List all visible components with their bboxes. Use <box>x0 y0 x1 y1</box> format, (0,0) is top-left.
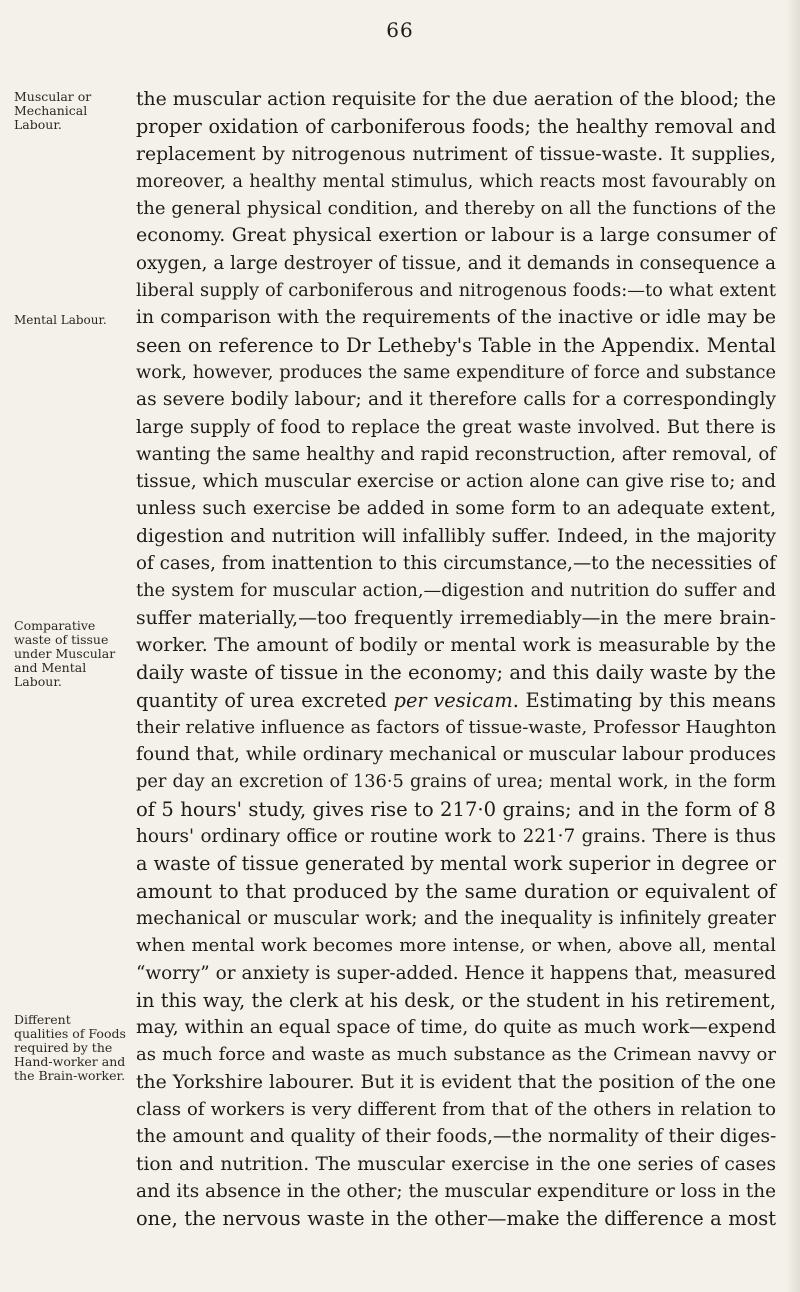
text-line: of 5 hours' study, gives rise to 217·0 grains; and in the form of 8 <box>136 797 776 821</box>
text-line: one, the nervous waste in the other—make the difference a most <box>136 1207 776 1231</box>
text-line: oxygen, a large destroyer of tissue, and it demands in consequence a <box>136 252 776 274</box>
text-line: per day an excretion of 136·5 grains of urea; mental work, in the form <box>136 771 776 793</box>
margin-note-different-foods: Different qualities of Foods required by the Hand-worker and the Brain-worker. <box>14 1012 126 1083</box>
text-line: proper oxidation of carboniferous foods; the healthy removal and <box>136 115 776 139</box>
text-line: large supply of food to replace the great waste involved. But there is <box>136 416 776 438</box>
text-line: the system for muscular action,—digestion and nutrition do suffer and <box>136 580 776 602</box>
margin-note-muscular-labour: Muscular or Mechanical Labour. <box>14 89 92 132</box>
text-line: wanting the same healthy and rapid reconstruction, after removal, of <box>136 443 776 465</box>
text-line: unless such exercise be added in some form to an adequate extent, <box>136 498 776 520</box>
text-line: in this way, the clerk at his desk, or the student in his retirement, <box>136 988 776 1012</box>
text-line: seen on reference to Dr Letheby's Table in the Appendix. Mental <box>136 333 776 357</box>
text-line: moreover, a healthy mental stimulus, which reacts most favourably on <box>136 170 776 192</box>
italic-phrase: per vesicam <box>393 688 513 712</box>
text-line: economy. Great physical exertion or labour is a large consumer of <box>136 224 776 247</box>
text-line: digestion and nutrition will infallibly suffer. Indeed, in the majority <box>136 525 776 547</box>
text-line: mechanical or muscular work; and the inequality is infinitely greater <box>136 907 776 929</box>
text-line: replacement by nitrogenous nutriment of tissue-waste. It supplies, <box>136 143 776 165</box>
margin-note-mental-labour: Mental Labour. <box>14 313 107 327</box>
text-line: hours' ordinary office or routine work to 221·7 grains. There is thus <box>136 826 776 848</box>
line-start: quantity of urea excreted <box>136 688 394 712</box>
text-line: as much force and waste as much substance as the Crimean navvy or <box>136 1044 776 1066</box>
text-line-urea <box>136 687 776 714</box>
margin-note-comparative-waste: Comparative waste of tissue under Muscular and Mental Labour. <box>14 618 116 689</box>
text-line: as severe bodily labour; and it therefore calls for a correspondingly <box>136 389 776 411</box>
text-line: the general physical condition, and thereby on all the functions of the <box>136 198 776 220</box>
text-line: when mental work becomes more intense, or when, above all, mental <box>136 935 776 957</box>
text-line: class of workers is very different from that of the others in relation to <box>136 1098 776 1120</box>
text-line: tissue, which muscular exercise or action alone can give rise to; and <box>136 471 776 493</box>
text-line: the Yorkshire labourer. But it is evident that the position of the one <box>136 1071 777 1093</box>
line-end: . Estimating by this means <box>512 688 777 712</box>
text-line: may, within an equal space of time, do quite as much work—expend <box>136 1017 777 1039</box>
body-text <box>136 86 776 1232</box>
text-line: their relative influence as factors of tissue-waste, Professor Haughton <box>136 716 777 738</box>
text-line: work, however, produces the same expenditure of force and substance <box>136 361 776 383</box>
text-line: amount to that produced by the same duration or equivalent of <box>136 879 776 903</box>
page-number: 66 <box>386 18 414 42</box>
text-line: the muscular action requisite for the due aeration of the blood; the <box>136 89 776 110</box>
text-line: worker. The amount of bodily or mental work is measurable by the <box>136 634 776 656</box>
text-line: liberal supply of carboniferous and nitrogenous foods:—to what extent <box>136 280 776 302</box>
text-line: and its absence in the other; the muscular expenditure or loss in the <box>136 1180 777 1202</box>
text-line: a waste of tissue generated by mental work superior in degree or <box>136 852 776 876</box>
text-line: daily waste of tissue in the economy; and this daily waste by the <box>136 661 776 685</box>
text-line: the amount and quality of their foods,—the normality of their diges- <box>136 1126 777 1148</box>
text-line: suffer materially,—too frequently irremediably—in the mere brain- <box>136 607 776 629</box>
text-line: tion and nutrition. The muscular exercise in the one series of cases <box>136 1153 776 1175</box>
text-line: of cases, from inattention to this circumstance,—to the necessities of <box>136 553 776 575</box>
text-line: in comparison with the requirements of the inactive or idle may be <box>136 307 776 329</box>
text-line: found that, while ordinary mechanical or muscular labour produces <box>136 744 776 766</box>
text-line: “worry” or anxiety is super-added. Hence it happens that, measured <box>136 962 776 984</box>
page-edge-shadow <box>786 0 800 1292</box>
